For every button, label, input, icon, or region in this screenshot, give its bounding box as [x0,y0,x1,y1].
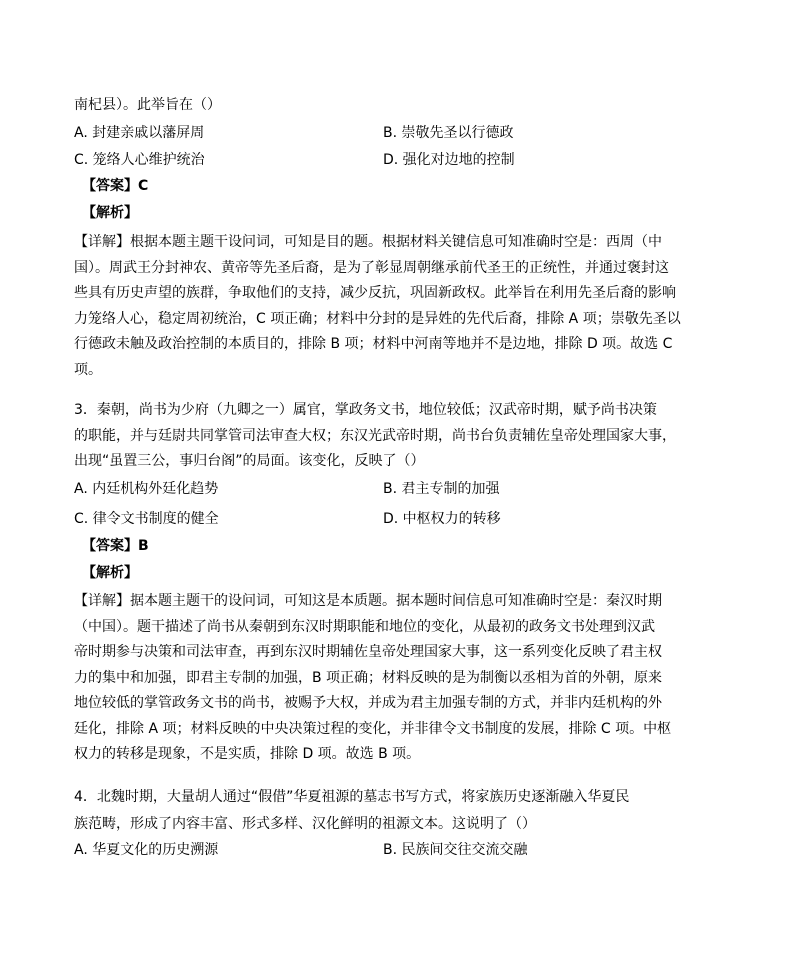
q3-stem-line: 3．秦朝，尚书为少府（九卿之一）属官，掌政务文书，地位较低；汉武帝时期，赋予尚书决策 [74,402,657,418]
q2-option-a: A. 封建亲戚以藩屏周 [74,125,205,141]
q2-detail-line: 些具有历史声望的族群，争取他们的支持，减少反抗，巩固新政权。此举旨在利用先圣后裔的影响 [74,285,676,301]
q3-detail [74,589,674,768]
q3-option-b: B. 君主专制的加强 [383,481,500,497]
q3-analysis-label: 【解析】 [82,565,138,581]
q2-option-b: B. 崇敬先圣以行德政 [383,125,514,141]
q3-detail-line: 权力的转移是现象，不是实质，排除 D 项。故选 B 项。 [74,746,421,762]
q3-answer-value: B [138,538,149,554]
q2-detail-line: 国）。周武王分封神农、黄帝等先圣后裔，是为了彰显周朝继承前代圣王的正统性，并通过褒封这 [74,259,669,276]
q3-detail-line: （中国）。题干描述了尚书从秦朝到东汉时期职能和地位的变化，从最初的政务文书处理到汉武 [74,618,655,635]
q2-option-c: C. 笼络人心维护统治 [74,152,205,168]
q2-detail [74,230,681,383]
q2-answer [82,176,148,196]
q2-answer-label: 【答案】 [82,178,138,194]
q3-answer [82,536,149,556]
q3-answer-label: 【答案】 [82,538,138,554]
q3-option-c: C. 律令文书制度的健全 [74,511,219,527]
q3-stem-line: 出现“虽置三公，事归台阁”的局面。该变化，反映了（） [74,453,425,469]
q2-detail-line: 力笼络人心，稳定周初统治，C 项正确；材料中分封的是异姓的先代后裔，排除 A 项；崇敬先圣以 [74,310,681,327]
q4-option-a: A. 华夏文化的历史溯源 [74,842,219,858]
q3-detail-line: 帝时期参与决策和司法审查，再到东汉时期辅佐皇帝处理国家大事，这一系列变化反映了君主权 [74,644,662,660]
q3-detail-line: 力的集中和加强，即君主专制的加强，B 项正确；材料反映的是为制衡以丞相为首的外朝，原来 [74,669,663,686]
q3-stem-line: 的职能，并与廷尉共同掌管司法审查大权；东汉光武帝时期，尚书台负责辅佐皇帝处理国家大事， [74,427,676,444]
q3-detail-line: 【详解】据本题主题干的设问词，可知这是本质题。据本题时间信息可知准确时空是：秦汉时期 [74,593,662,609]
q4-stem-line: 4．北魏时期，大量胡人通过“假借”华夏祖源的墓志书写方式，将家族历史逐渐融入华夏民 [74,789,630,805]
q2-detail-line: 【详解】根据本题主题干设问词，可知是目的题。根据材料关键信息可知准确时空是：西周（中 [74,234,662,250]
q2-stem-tail: 南杞县）。此举旨在（） [74,97,221,113]
q3-option-d: D. 中枢权力的转移 [383,511,501,527]
q2-analysis-label: 【解析】 [82,205,138,221]
q3-stem [74,398,674,475]
q2-detail-line: 项。 [74,361,102,378]
q3-detail-line: 廷化，排除 A 项；材料反映的中央决策过程的变化，并非律令文书制度的发展，排除 C 项。中枢 [74,720,672,737]
q2-answer-value: C [138,178,149,194]
q2-option-d: D. 强化对边地的控制 [383,152,515,168]
q3-option-a: A. 内廷机构外廷化趋势 [74,481,219,497]
q4-stem-line: 族范畴，形成了内容丰富、形式多样、汉化鲜明的祖源文本。这说明了（） [74,816,536,832]
q3-detail-line: 地位较低的掌管政务文书的尚书，被赐予大权，并成为君主加强专制的方式，并非内廷机构的外 [74,695,662,711]
q2-detail-line: 行德政未触及政治控制的本质目的，排除 B 项；材料中河南等地并不是边地，排除 D 项。故选 C [74,336,673,352]
q4-stem [74,784,674,838]
q4-option-b: B. 民族间交往交流交融 [383,842,528,858]
